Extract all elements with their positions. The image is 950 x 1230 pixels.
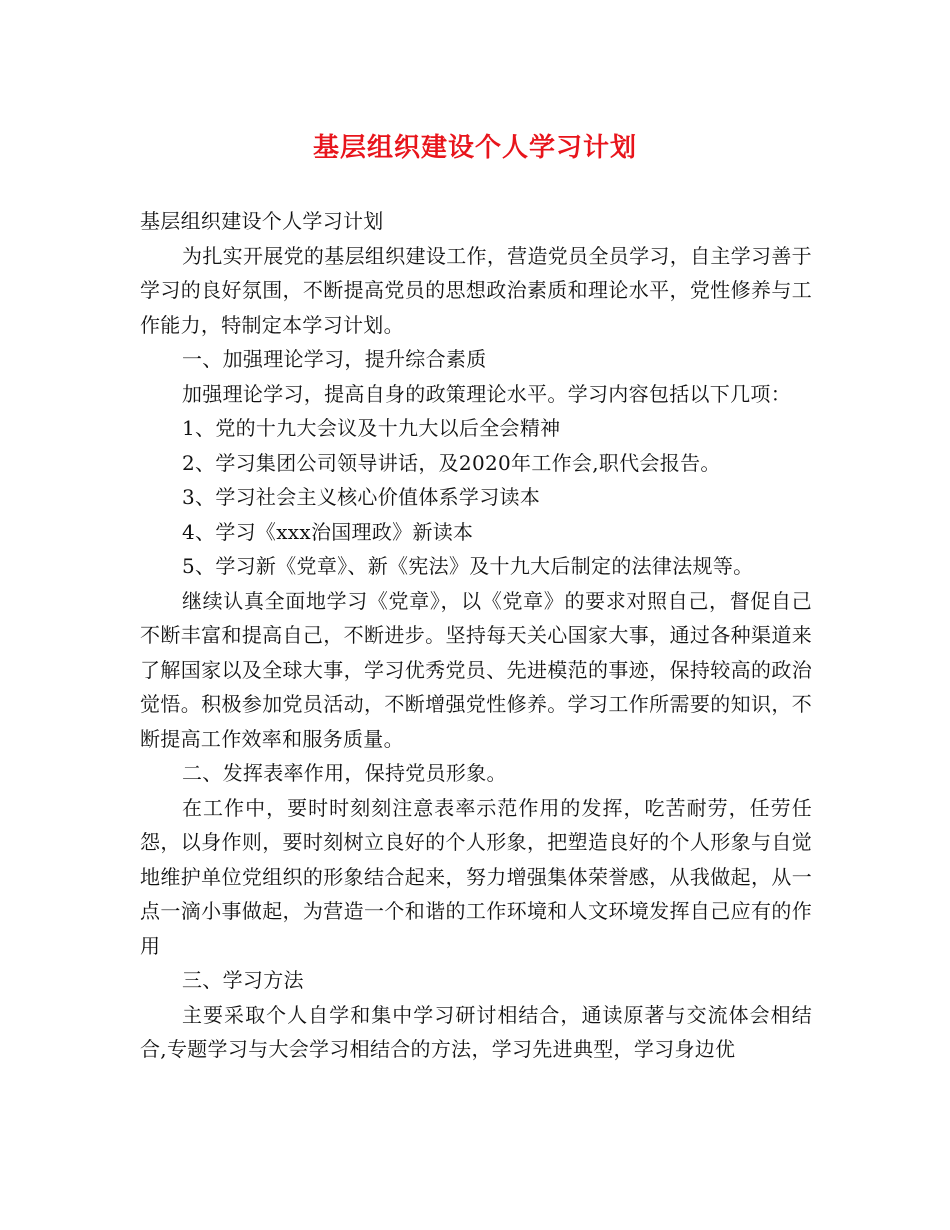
list-item: 4、学习《xxx治国理政》新读本 [182, 519, 474, 544]
document-body [140, 204, 812, 1067]
document-title: 基层组织建设个人学习计划 [312, 133, 637, 163]
paragraph: 为扎实开展党的基层组织建设工作，营造党员全员学习，自主学习善于学习的良好氛围，不断提高党员的思想政治素质和理论水平，党性修养与工作能力，特制定本学习计划。 [140, 243, 812, 337]
paragraph: 加强理论学习，提高自身的政策理论水平。学习内容包括以下几项： [182, 381, 791, 406]
paragraph: 在工作中，要时时刻刻注意表率示范作用的发挥，吃苦耐劳，任劳任怨，以身作则，要时刻树立良好的个人形象，把塑造良好的个人形象与自觉地维护单位党组织的形象结合起来，努力增强集体荣誉感，从我做起，从一点一滴小事做起，为营造一个和谐的工作环境和人文环境发挥自己应有的作用 [140, 795, 812, 958]
section-heading: 一、加强理论学习，提升综合素质 [182, 347, 487, 371]
list-item: 3、学习社会主义核心价值体系学习读本 [182, 485, 541, 509]
list-item: 2、学习集团公司领导讲话，及2020年工作会,职代会报告。 [182, 450, 721, 475]
paragraph: 继续认真全面地学习《党章》，以《党章》的要求对照自己，督促自己不断丰富和提高自己，不断进步。坚持每天关心国家大事，通过各种渠道来了解国家以及全球大事，学习优秀党员、先进模范的事迹，保持较高的政治觉悟。积极参加党员活动，不断增强党性修养。学习工作所需要的知识，不断提高工作效率和服务质量。 [140, 588, 812, 751]
list-item: 5、学习新《党章》、新《宪法》及十九大后制定的法律法规等。 [182, 554, 754, 578]
section-heading: 二、发挥表率作用，保持党员形象。 [182, 761, 507, 785]
paragraph: 主要采取个人自学和集中学习研讨相结合，通读原著与交流体会相结合,专题学习与大会学习相结合的方法，学习先进典型，学习身边优 [140, 1002, 812, 1061]
section-heading: 三、学习方法 [182, 968, 304, 992]
list-item: 1、党的十九大会议及十九大以后全会精神 [182, 416, 561, 440]
paragraph: 基层组织建设个人学习计划 [140, 209, 384, 233]
